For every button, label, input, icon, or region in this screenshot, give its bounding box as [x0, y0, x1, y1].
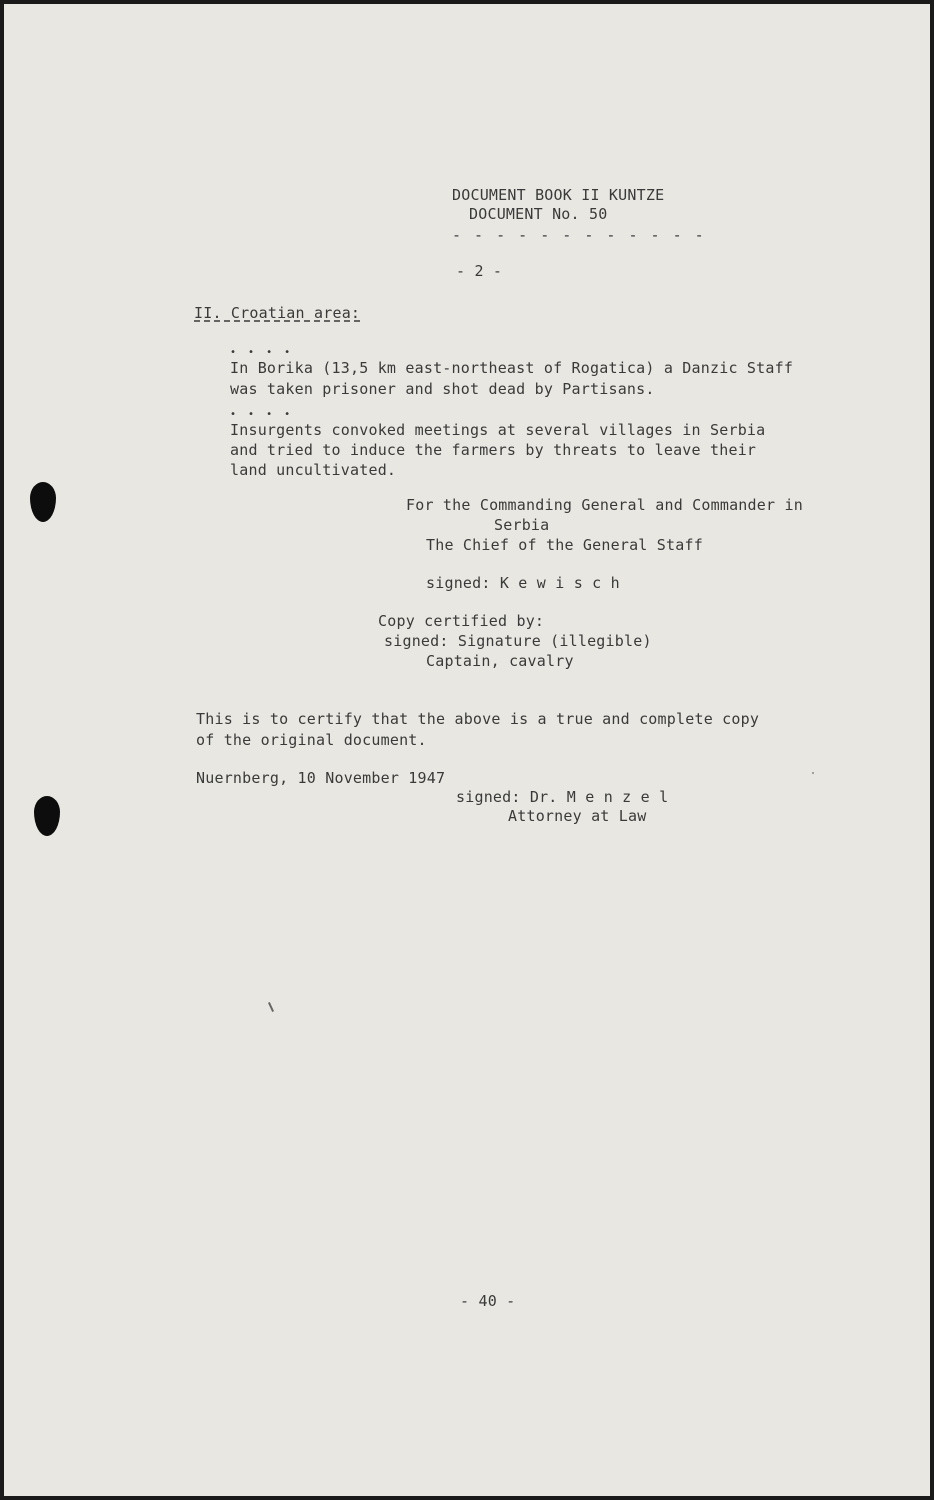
rank-line: Captain, cavalry: [426, 652, 574, 670]
for-commanding-general-line: For the Commanding General and Commander in: [406, 496, 803, 514]
attorney-title-line: Attorney at Law: [508, 807, 647, 825]
paragraph-1-line-2: was taken prisoner and shot dead by Partisans.: [230, 380, 655, 398]
punch-hole-top: [30, 482, 56, 522]
for-serbia-line: Serbia: [494, 516, 550, 534]
paragraph-1-marker: • • • •: [230, 347, 294, 358]
signed-kewisch-line: signed: K e w i s c h: [426, 574, 620, 592]
paper-mark: [268, 1002, 274, 1012]
signed-menzel-line: signed: Dr. M e n z e l: [456, 788, 669, 806]
place-date-line: Nuernberg, 10 November 1947: [196, 769, 446, 787]
document-number-line: DOCUMENT No. 50: [469, 205, 608, 223]
section-heading: II. Croatian area:: [194, 304, 361, 322]
header-rule: - - - - - - - - - - - -: [452, 226, 706, 244]
paragraph-2-line-3: land uncultivated.: [230, 461, 397, 479]
punch-hole-bottom: [34, 796, 60, 836]
paragraph-2-line-1: Insurgents convoked meetings at several villages in Serbia: [230, 421, 766, 439]
chief-of-staff-line: The Chief of the General Staff: [426, 536, 703, 554]
certification-line-1: This is to certify that the above is a true and complete copy: [196, 710, 760, 728]
document-book-line: DOCUMENT BOOK II KUNTZE: [452, 186, 665, 204]
page-marker: - 2 -: [456, 262, 503, 280]
document-page: [4, 4, 930, 1496]
paragraph-2-marker: • • • •: [230, 409, 294, 420]
copy-certified-line: Copy certified by:: [378, 612, 545, 630]
paragraph-1-line-1: In Borika (13,5 km east-northeast of Rogatica) a Danzic Staff: [230, 359, 794, 377]
certification-line-2: of the original document.: [196, 731, 427, 749]
paragraph-2-line-2: and tried to induce the farmers by threats to leave their: [230, 441, 757, 459]
signed-signature-line: signed: Signature (illegible): [384, 632, 652, 650]
page-number: - 40 -: [460, 1292, 516, 1310]
paper-speck: [812, 772, 814, 774]
